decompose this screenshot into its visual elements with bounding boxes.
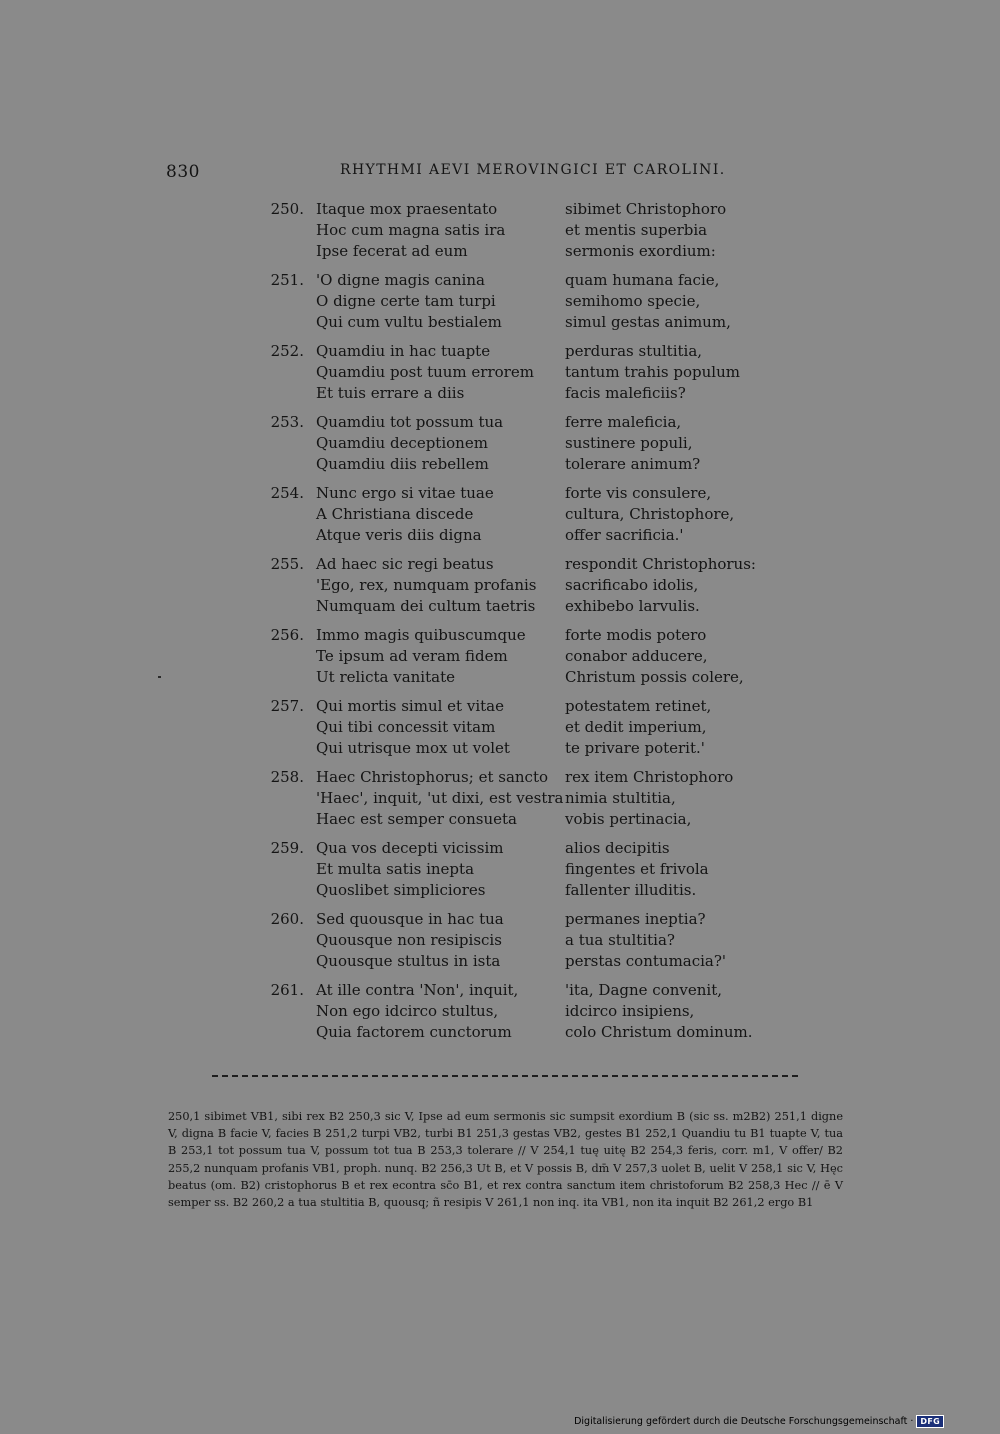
verse-second-half: forte vis consulere, (565, 484, 712, 502)
stanza-number: 250. (270, 200, 304, 218)
verse-second-half: conabor adducere, (565, 647, 708, 665)
verse-second-half: fingentes et frivola (565, 860, 709, 878)
verse-second-half: respondit Christophorus: (565, 555, 756, 573)
verse-second-half: idcirco insipiens, (565, 1002, 695, 1020)
verse-line (262, 270, 782, 291)
verse-second-half: permanes ineptia? (565, 910, 706, 928)
stanza-number: 251. (270, 271, 304, 289)
verse-first-half: At ille contra 'Non', inquit, (316, 981, 519, 999)
verse-line (262, 880, 782, 901)
verse-line (262, 341, 782, 362)
verse-line (262, 554, 782, 575)
verse-line (262, 312, 782, 333)
page-number: 830 (166, 162, 200, 182)
stanza-number: 253. (270, 413, 304, 431)
verse-first-half: 'Ego, rex, numquam profanis (316, 576, 537, 594)
verse-second-half: forte modis potero (565, 626, 707, 644)
verse-line (262, 838, 782, 859)
verse-first-half: Et multa satis inepta (316, 860, 475, 878)
verse-line (262, 454, 782, 475)
stanza-number: 257. (270, 697, 304, 715)
verse-line (262, 383, 782, 404)
verse-first-half: Haec Christophorus; et sancto (316, 768, 549, 786)
stanza-number: 255. (270, 555, 304, 573)
critical-apparatus (168, 1108, 843, 1211)
verse-first-half: Ad haec sic regi beatus (316, 555, 494, 573)
verse-line (262, 199, 782, 220)
stanza-number: 259. (270, 839, 304, 857)
verse-first-half: Nunc ergo si vitae tuae (316, 484, 494, 502)
verse-first-half: Quoslibet simpliciores (316, 881, 486, 899)
verse-first-half: Quamdiu in hac tuapte (316, 342, 491, 360)
verse-second-half: fallenter illuditis. (565, 881, 697, 899)
dfg-logo-icon: DFG (916, 1415, 944, 1428)
verse-first-half: A Christiana discede (316, 505, 474, 523)
verse-line (262, 504, 782, 525)
verse-line (262, 859, 782, 880)
credit-text: Digitalisierung gefördert durch die Deutsche Forschungsgemeinschaft · (574, 1416, 914, 1427)
verse-line (262, 433, 782, 454)
verse-line (262, 412, 782, 433)
footnote-rule (212, 1075, 798, 1077)
verse-first-half: Numquam dei cultum taetris (316, 597, 536, 615)
verse-first-half: Quousque non resipiscis (316, 931, 502, 949)
digitization-credit (574, 1415, 944, 1428)
verse-second-half: vobis pertinacia, (565, 810, 692, 828)
stanza (262, 199, 782, 270)
verse-second-half: cultura, Christophore, (565, 505, 735, 523)
verse-first-half: Qui tibi concessit vitam (316, 718, 496, 736)
verse-first-half: Itaque mox praesentato (316, 200, 498, 218)
verse-second-half: potestatem retinet, (565, 697, 712, 715)
verse-second-half: ferre maleficia, (565, 413, 682, 431)
verse-line (262, 483, 782, 504)
verse-line (262, 1022, 782, 1043)
verse-first-half: Te ipsum ad veram fidem (316, 647, 508, 665)
verse-first-half: Quia factorem cunctorum (316, 1023, 512, 1041)
verse-line (262, 767, 782, 788)
verse-block (262, 199, 782, 1051)
stanza (262, 483, 782, 554)
verse-second-half: et dedit imperium, (565, 718, 707, 736)
apparatus-text: 250,1 sibimet VB1, sibi rex B2 250,3 sic V, Ipse ad eum sermonis sic sumpsit exordium B (sic ss. m2B2) 251,1 digne V, digna B facie V, facies B 251,2 turpi VB2, turbi B1 251,3 gestas VB2, gestes B1 252,1 Quandiu tu B1 tuapte V, tua B 253,1 tot possum tua V, possum tot tua B 253,3 tolerare // V 254,1 tuę uitę B2 254,3 feris, corr. m1, V offer/ B2 255,2 nunquam profanis VB1, proph. nunq. B2 256,3 Ut B, et V possis B, dm̄ V 257,3 uolet B, uelit V 258,1 sic V, Hęc beatus (om. B2) cristophorus B et rex econtra sc̄o B1, et rex contra sanctum item christoforum B2 258,3 Hec // ē V semper ss. B2 260,2 a tua stultitia B, quousq; ñ resipis V 261,1 non inq. ita VB1, non ita inquit B2 261,2 ergo B1 (168, 1110, 843, 1210)
verse-first-half: Qui mortis simul et vitae (316, 697, 504, 715)
verse-first-half: Ut relicta vanitate (316, 668, 455, 686)
verse-second-half: tantum trahis populum (565, 363, 740, 381)
verse-first-half: Haec est semper consueta (316, 810, 517, 828)
verse-line (262, 809, 782, 830)
verse-line (262, 788, 782, 809)
verse-second-half: sibimet Christophoro (565, 200, 727, 218)
verse-second-half: et mentis superbia (565, 221, 708, 239)
verse-second-half: alios decipitis (565, 839, 670, 857)
verse-line (262, 291, 782, 312)
verse-first-half: Immo magis quibuscumque (316, 626, 526, 644)
verse-line (262, 575, 782, 596)
verse-first-half: Non ego idcirco stultus, (316, 1002, 499, 1020)
verse-line (262, 525, 782, 546)
verse-line (262, 220, 782, 241)
verse-first-half: Qui utrisque mox ut volet (316, 739, 510, 757)
stanza (262, 270, 782, 341)
stanza (262, 554, 782, 625)
verse-line (262, 980, 782, 1001)
verse-second-half: nimia stultitia, (565, 789, 676, 807)
verse-line (262, 362, 782, 383)
verse-first-half: Quousque stultus in ista (316, 952, 501, 970)
verse-second-half: sacrificabo idolis, (565, 576, 699, 594)
verse-second-half: perduras stultitia, (565, 342, 703, 360)
verse-second-half: 'ita, Dagne convenit, (565, 981, 723, 999)
verse-second-half: exhibebo larvulis. (565, 597, 700, 615)
verse-line (262, 667, 782, 688)
stanza-number: 256. (270, 626, 304, 644)
stanza-number: 252. (270, 342, 304, 360)
verse-second-half: Christum possis colere, (565, 668, 744, 686)
stanza (262, 980, 782, 1051)
verse-first-half: Quamdiu deceptionem (316, 434, 488, 452)
verse-second-half: offer sacrificia.' (565, 526, 684, 544)
verse-first-half: Ipse fecerat ad eum (316, 242, 468, 260)
verse-line (262, 1001, 782, 1022)
verse-second-half: quam humana facie, (565, 271, 720, 289)
stanza (262, 412, 782, 483)
stanza-number: 254. (270, 484, 304, 502)
stanza-number: 260. (270, 910, 304, 928)
verse-line (262, 738, 782, 759)
verse-line (262, 696, 782, 717)
verse-first-half: Qui cum vultu bestialem (316, 313, 502, 331)
verse-second-half: te privare poterit.' (565, 739, 705, 757)
stanza (262, 838, 782, 909)
verse-line (262, 241, 782, 262)
verse-second-half: facis maleficiis? (565, 384, 686, 402)
verse-line (262, 596, 782, 617)
verse-second-half: rex item Christophoro (565, 768, 734, 786)
verse-line (262, 909, 782, 930)
verse-second-half: sustinere populi, (565, 434, 693, 452)
verse-first-half: Et tuis errare a diis (316, 384, 465, 402)
verse-second-half: a tua stultitia? (565, 931, 675, 949)
verse-line (262, 717, 782, 738)
verse-second-half: tolerare animum? (565, 455, 701, 473)
stanza (262, 909, 782, 980)
verse-first-half: 'O digne magis canina (316, 271, 485, 289)
verse-line (262, 625, 782, 646)
running-head: RHYTHMI AEVI MEROVINGICI ET CAROLINI. (340, 162, 726, 178)
verse-first-half: Hoc cum magna satis ira (316, 221, 506, 239)
verse-line (262, 930, 782, 951)
stanza (262, 625, 782, 696)
verse-second-half: simul gestas animum, (565, 313, 731, 331)
stanza (262, 696, 782, 767)
verse-first-half: Sed quousque in hac tua (316, 910, 504, 928)
margin-mark (158, 676, 161, 678)
verse-second-half: semihomo specie, (565, 292, 701, 310)
verse-first-half: Quamdiu tot possum tua (316, 413, 504, 431)
verse-first-half: Quamdiu diis rebellem (316, 455, 489, 473)
verse-first-half: Atque veris diis digna (316, 526, 482, 544)
verse-second-half: sermonis exordium: (565, 242, 716, 260)
stanza-number: 258. (270, 768, 304, 786)
verse-first-half: Qua vos decepti vicissim (316, 839, 504, 857)
verse-line (262, 646, 782, 667)
verse-first-half: 'Haec', inquit, 'ut dixi, est vestra (316, 789, 564, 807)
verse-second-half: perstas contumacia?' (565, 952, 727, 970)
verse-first-half: Quamdiu post tuum errorem (316, 363, 534, 381)
stanza (262, 767, 782, 838)
stanza-number: 261. (270, 981, 304, 999)
verse-line (262, 951, 782, 972)
verse-first-half: O digne certe tam turpi (316, 292, 496, 310)
stanza (262, 341, 782, 412)
verse-second-half: colo Christum dominum. (565, 1023, 753, 1041)
